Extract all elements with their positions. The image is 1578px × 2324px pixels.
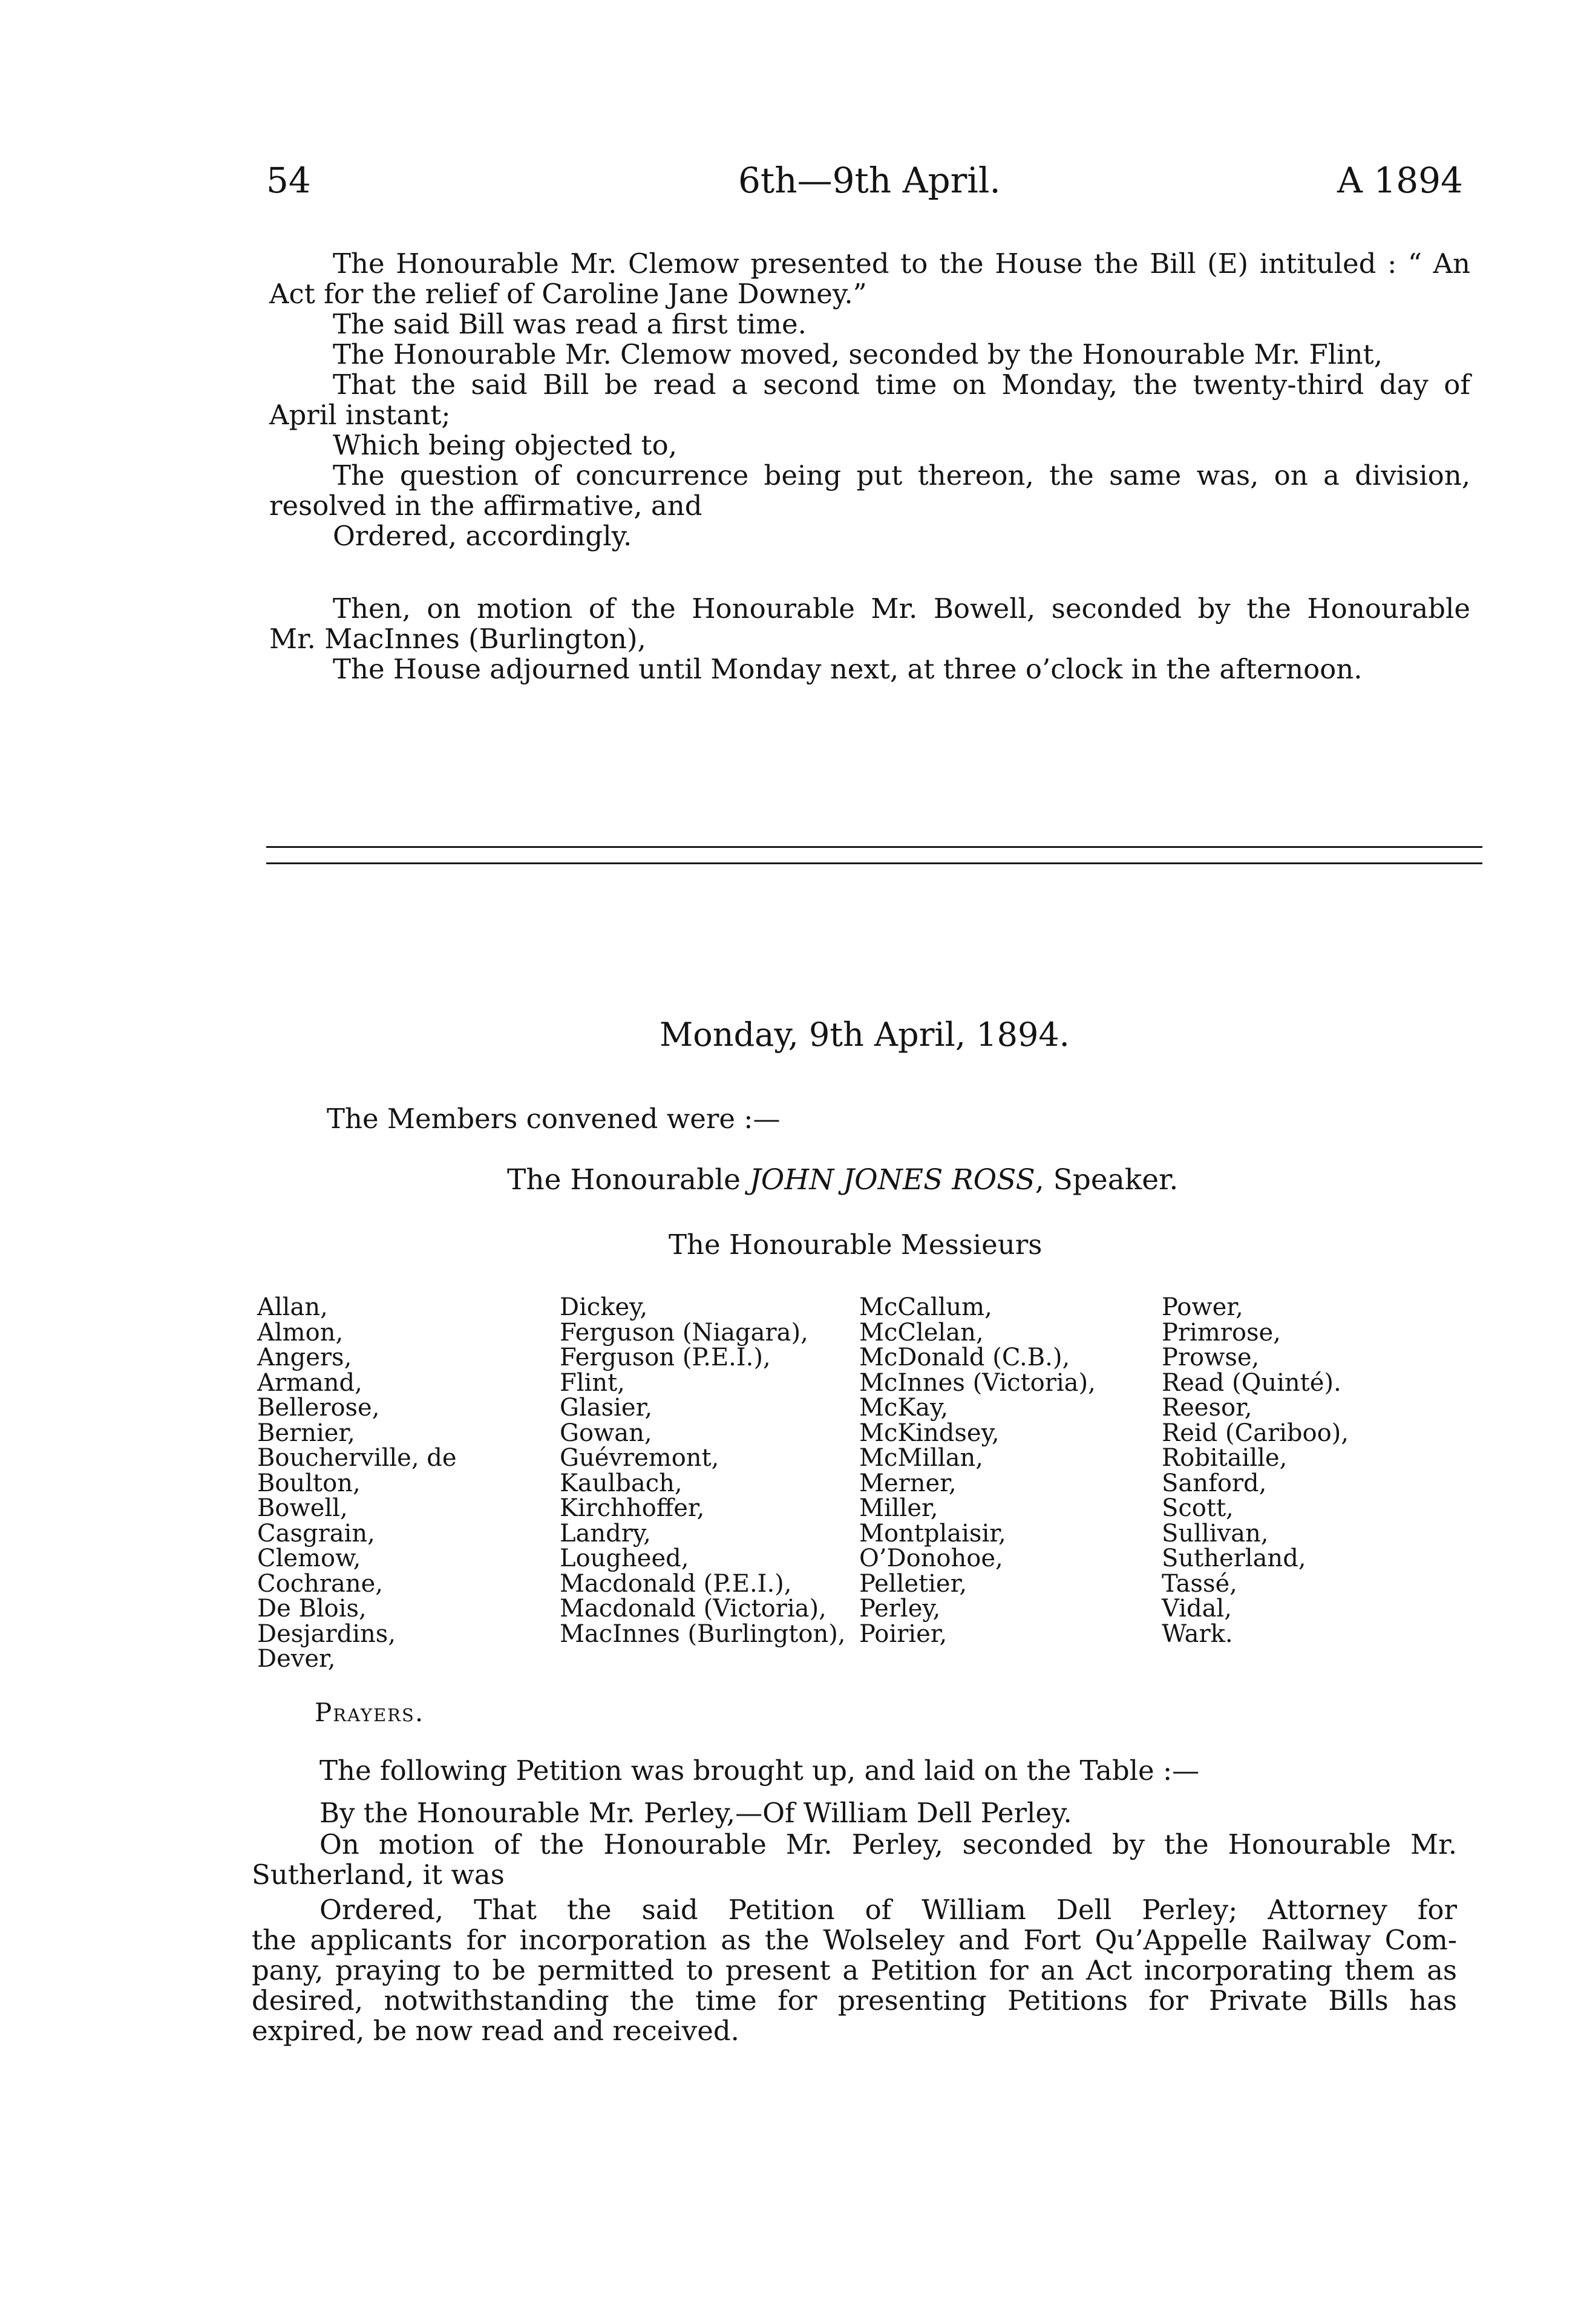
text-line: Act for the relief of Caroline Jane Downey.”	[269, 278, 867, 310]
member-name: Merner,	[859, 1469, 957, 1497]
text-line: expired, be now read and received.	[252, 2015, 739, 2047]
member-name: Kirchhoffer,	[560, 1494, 705, 1522]
member-name: Perley,	[859, 1595, 941, 1623]
member-name: Pelletier,	[859, 1569, 967, 1598]
text-line: That the said Bill be read a second time on Monday, the twenty-third day of	[333, 369, 1470, 401]
separator-rule-top	[266, 846, 1482, 848]
member-name: Angers,	[257, 1344, 352, 1371]
member-name: Sutherland,	[1162, 1544, 1306, 1572]
member-name: Miller,	[859, 1494, 938, 1522]
member-name: De Blois,	[257, 1595, 367, 1623]
text-line: April instant;	[269, 399, 451, 431]
page-number: 54	[266, 160, 311, 201]
session-year: A 1894	[1337, 160, 1463, 201]
member-name: McMillan,	[859, 1444, 984, 1472]
member-name: Macdonald (Victoria),	[560, 1595, 827, 1623]
member-name: Gowan,	[560, 1419, 652, 1447]
roster-column-2	[560, 1295, 846, 1647]
speaker-prefix: The Honourable	[507, 1163, 741, 1196]
member-name: Almon,	[257, 1318, 344, 1347]
text-line: the applicants for incorporation as the Wolseley and Fort Qu’Appelle Railway Com-	[252, 1924, 1457, 1956]
member-name: Glasier,	[560, 1394, 653, 1422]
member-name: Wark.	[1162, 1620, 1233, 1648]
member-name: Ferguson (Niagara),	[560, 1318, 808, 1347]
member-name: McInnes (Victoria),	[859, 1368, 1096, 1397]
speaker-suffix: , Speaker.	[1035, 1163, 1179, 1196]
text-line: The question of concurrence being put thereon, the same was, on a division,	[333, 459, 1470, 491]
text-line: The House adjourned until Monday next, at three o’clock in the afternoon.	[333, 653, 1363, 685]
member-name: Prowse,	[1162, 1344, 1260, 1371]
member-name: Clemow,	[257, 1544, 361, 1572]
member-name: Dever,	[257, 1645, 336, 1673]
member-name: Flint,	[560, 1368, 625, 1397]
member-name: Desjardins,	[257, 1620, 396, 1648]
member-name: Lougheed,	[560, 1544, 689, 1572]
roster-column-1	[257, 1295, 457, 1672]
text-line: By the Honourable Mr. Perley,—Of William Dell Perley.	[319, 1797, 1072, 1829]
member-name: McKay,	[859, 1394, 949, 1422]
roster-column-3	[859, 1295, 1096, 1647]
member-name: Kaulbach,	[560, 1469, 683, 1497]
member-name: Cochrane,	[257, 1569, 383, 1598]
member-name: McDonald (C.B.),	[859, 1344, 1070, 1371]
member-name: Boucherville, de	[257, 1444, 457, 1472]
member-name: Reid (Cariboo),	[1162, 1419, 1349, 1447]
member-name: Primrose,	[1162, 1318, 1281, 1347]
text-line: Then, on motion of the Honourable Mr. Bowell, seconded by the Honourable	[333, 592, 1470, 625]
member-name: McKindsey,	[859, 1419, 1000, 1447]
member-name: Sullivan,	[1162, 1519, 1269, 1548]
text-line: Sutherland, it was	[252, 1859, 505, 1891]
member-name: Boulton,	[257, 1469, 361, 1497]
text-line: pany, praying to be permitted to present a Petition for an Act incorporating them as	[252, 1954, 1457, 1986]
member-name: Bellerose,	[257, 1394, 380, 1422]
running-title: 6th—9th April.	[738, 160, 1001, 201]
separator-rule-bottom	[266, 862, 1482, 864]
member-name: Tassé,	[1162, 1569, 1237, 1598]
member-name: Macdonald (P.E.I.),	[560, 1569, 792, 1598]
sitting-date-heading: Monday, 9th April, 1894.	[660, 1016, 1070, 1054]
member-name: Bernier,	[257, 1419, 355, 1447]
roster-column-4	[1162, 1295, 1349, 1647]
member-name: Poirier,	[859, 1620, 948, 1648]
text-line: Mr. MacInnes (Burlington),	[269, 623, 646, 655]
text-line: The Honourable Mr. Clemow presented to the House the Bill (E) intituled : “ An	[333, 248, 1470, 280]
members-convened: The Members convened were :—	[327, 1103, 781, 1135]
text-line: On motion of the Honourable Mr. Perley, seconded by the Honourable Mr.	[319, 1828, 1457, 1860]
member-name: McCallum,	[859, 1293, 992, 1321]
member-name: O’Donohoe,	[859, 1544, 1003, 1572]
member-name: Vidal,	[1162, 1595, 1232, 1623]
text-line: The Honourable Mr. Clemow moved, seconded by the Honourable Mr. Flint,	[333, 338, 1383, 370]
messieurs-heading: The Honourable Messieurs	[669, 1229, 1043, 1261]
member-name: McClelan,	[859, 1318, 984, 1347]
member-name: MacInnes (Burlington),	[560, 1620, 846, 1648]
member-name: Dickey,	[560, 1293, 648, 1321]
member-name: Guévremont,	[560, 1444, 719, 1472]
text-line: Ordered, accordingly.	[333, 520, 632, 552]
member-name: Bowell,	[257, 1494, 348, 1522]
speaker-line	[507, 1163, 1178, 1196]
member-name: Casgrain,	[257, 1519, 375, 1548]
member-name: Montplaisir,	[859, 1519, 1006, 1548]
speaker-name: JOHN JONES ROSS	[749, 1163, 1035, 1196]
member-name: Power,	[1162, 1293, 1243, 1321]
text-line: Ordered, That the said Petition of William Dell Perley; Attorney for	[319, 1894, 1457, 1926]
text-line: desired, notwithstanding the time for presenting Petitions for Private Bills has	[252, 1984, 1457, 2017]
member-name: Robitaille,	[1162, 1444, 1288, 1472]
text-line: The said Bill was read a first time.	[333, 308, 807, 340]
text-line: Which being objected to,	[333, 429, 678, 461]
prayers-heading: Prayers.	[315, 1698, 425, 1727]
member-name: Allan,	[257, 1293, 328, 1321]
text-line: The following Petition was brought up, and laid on the Table :—	[319, 1754, 1200, 1787]
member-name: Reesor,	[1162, 1394, 1252, 1422]
member-name: Sanford,	[1162, 1469, 1267, 1497]
member-name: Ferguson (P.E.I.),	[560, 1344, 771, 1371]
member-name: Read (Quinté).	[1162, 1368, 1341, 1397]
text-line: resolved in the affirmative, and	[269, 490, 702, 522]
member-name: Armand,	[257, 1368, 362, 1397]
member-name: Scott,	[1162, 1494, 1234, 1522]
member-name: Landry,	[560, 1519, 651, 1548]
